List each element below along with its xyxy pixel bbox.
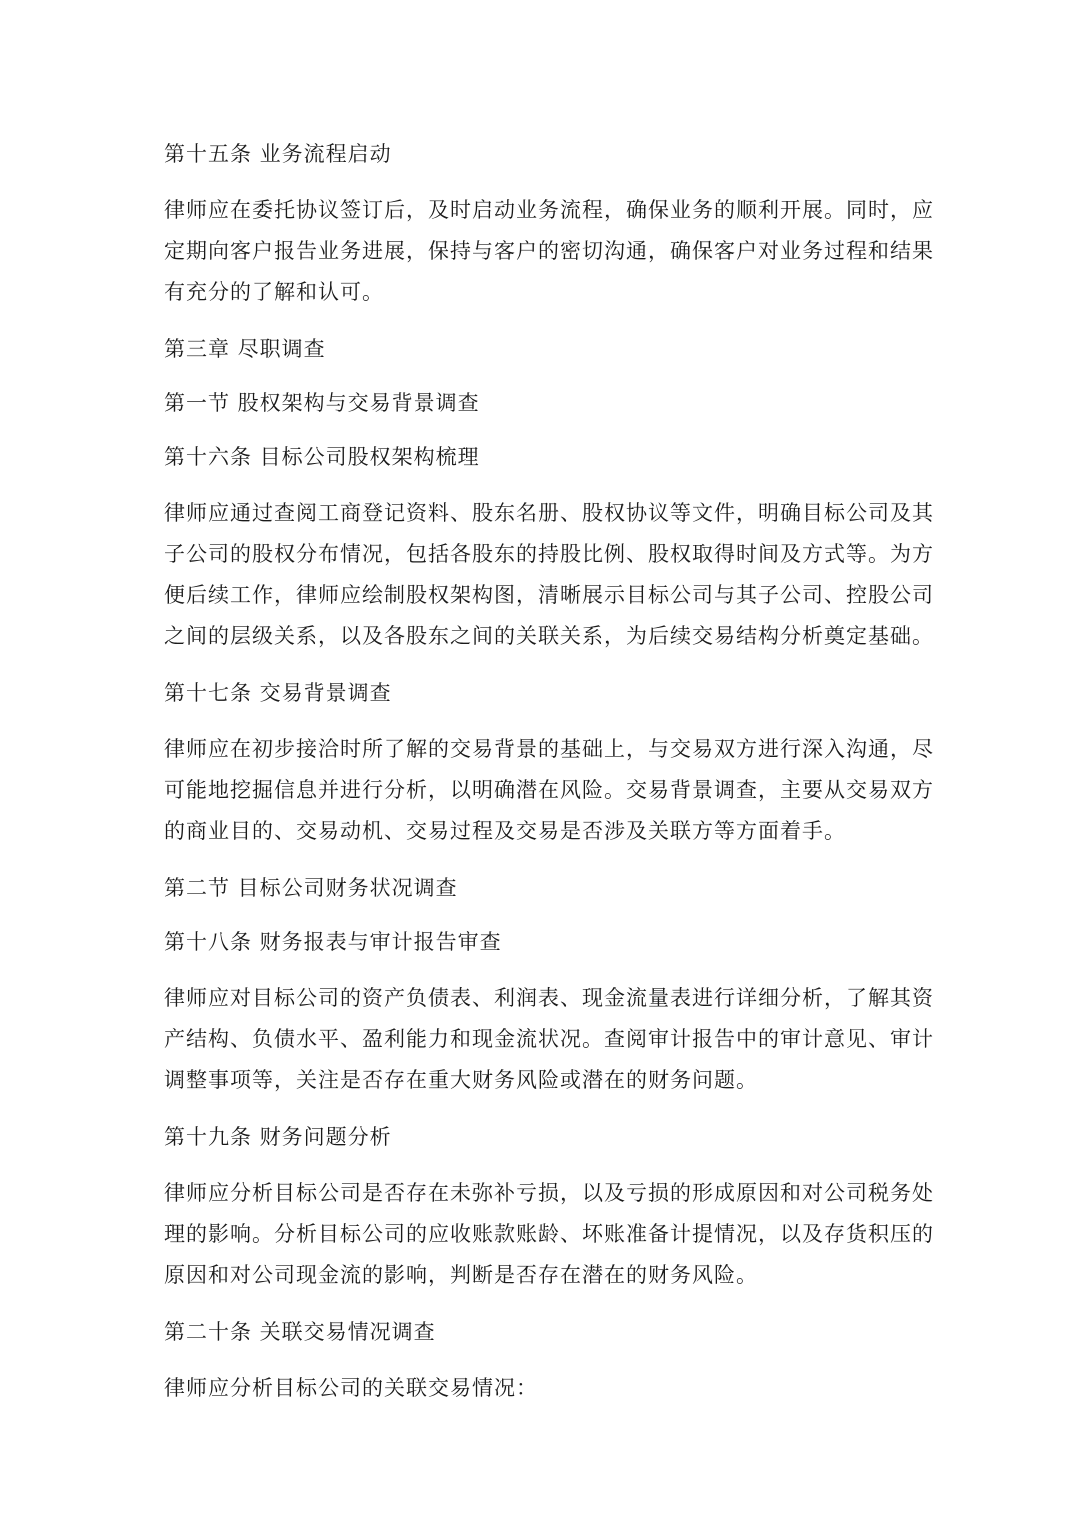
- article-20-paragraph: [164, 1368, 920, 1409]
- paragraph-line: 律师应在委托协议签订后，及时启动业务流程，确保业务的顺利开展。同时，应: [164, 198, 934, 222]
- paragraph-line: 可能地挖掘信息并进行分析，以明确潜在风险。交易背景调查，主要从交易双方: [164, 778, 934, 802]
- section-2-heading: 第二节 目标公司财务状况调查: [164, 876, 458, 900]
- paragraph-line: 律师应分析目标公司的关联交易情况：: [164, 1376, 538, 1400]
- paragraph-line: 律师应对目标公司的资产负债表、利润表、现金流量表进行详细分析，了解其资: [164, 986, 934, 1010]
- chapter-3-heading: 第三章 尽职调查: [164, 337, 326, 361]
- article-15-paragraph: [164, 190, 934, 313]
- paragraph-line: 定期向客户报告业务进展，保持与客户的密切沟通，确保客户对业务过程和结果: [164, 239, 934, 263]
- paragraph-line: 理的影响。分析目标公司的应收账款账龄、坏账准备计提情况，以及存货积压的: [164, 1222, 934, 1246]
- article-19-paragraph: [164, 1173, 934, 1296]
- paragraph-line: 产结构、负债水平、盈利能力和现金流状况。查阅审计报告中的审计意见、审计: [164, 1027, 934, 1051]
- article-17-paragraph: [164, 729, 934, 852]
- article-18-paragraph: [164, 978, 934, 1101]
- article-20-heading: 第二十条 关联交易情况调查: [164, 1320, 436, 1344]
- paragraph-line: 律师应分析目标公司是否存在未弥补亏损，以及亏损的形成原因和对公司税务处: [164, 1181, 934, 1205]
- paragraph-line: 子公司的股权分布情况，包括各股东的持股比例、股权取得时间及方式等。为方: [164, 542, 934, 566]
- article-17-heading: 第十七条 交易背景调查: [164, 681, 392, 705]
- article-16-paragraph: [164, 493, 934, 657]
- article-16-heading: 第十六条 目标公司股权架构梳理: [164, 445, 480, 469]
- paragraph-line: 便后续工作，律师应绘制股权架构图，清晰展示目标公司与其子公司、控股公司: [164, 583, 934, 607]
- paragraph-line: 调整事项等，关注是否存在重大财务风险或潜在的财务问题。: [164, 1068, 758, 1092]
- article-15-heading: 第十五条 业务流程启动: [164, 142, 392, 166]
- paragraph-line: 的商业目的、交易动机、交易过程及交易是否涉及关联方等方面着手。: [164, 819, 846, 843]
- paragraph-line: 有充分的了解和认可。: [164, 280, 384, 304]
- paragraph-line: 律师应在初步接洽时所了解的交易背景的基础上，与交易双方进行深入沟通，尽: [164, 737, 934, 761]
- paragraph-line: 原因和对公司现金流的影响，判断是否存在潜在的财务风险。: [164, 1263, 758, 1287]
- paragraph-line: 之间的层级关系，以及各股东之间的关联关系，为后续交易结构分析奠定基础。: [164, 624, 934, 648]
- paragraph-line: 律师应通过查阅工商登记资料、股东名册、股权协议等文件，明确目标公司及其: [164, 501, 934, 525]
- document-page: [164, 136, 934, 1427]
- section-1-heading: 第一节 股权架构与交易背景调查: [164, 391, 480, 415]
- article-19-heading: 第十九条 财务问题分析: [164, 1125, 392, 1149]
- article-18-heading: 第十八条 财务报表与审计报告审查: [164, 930, 502, 954]
